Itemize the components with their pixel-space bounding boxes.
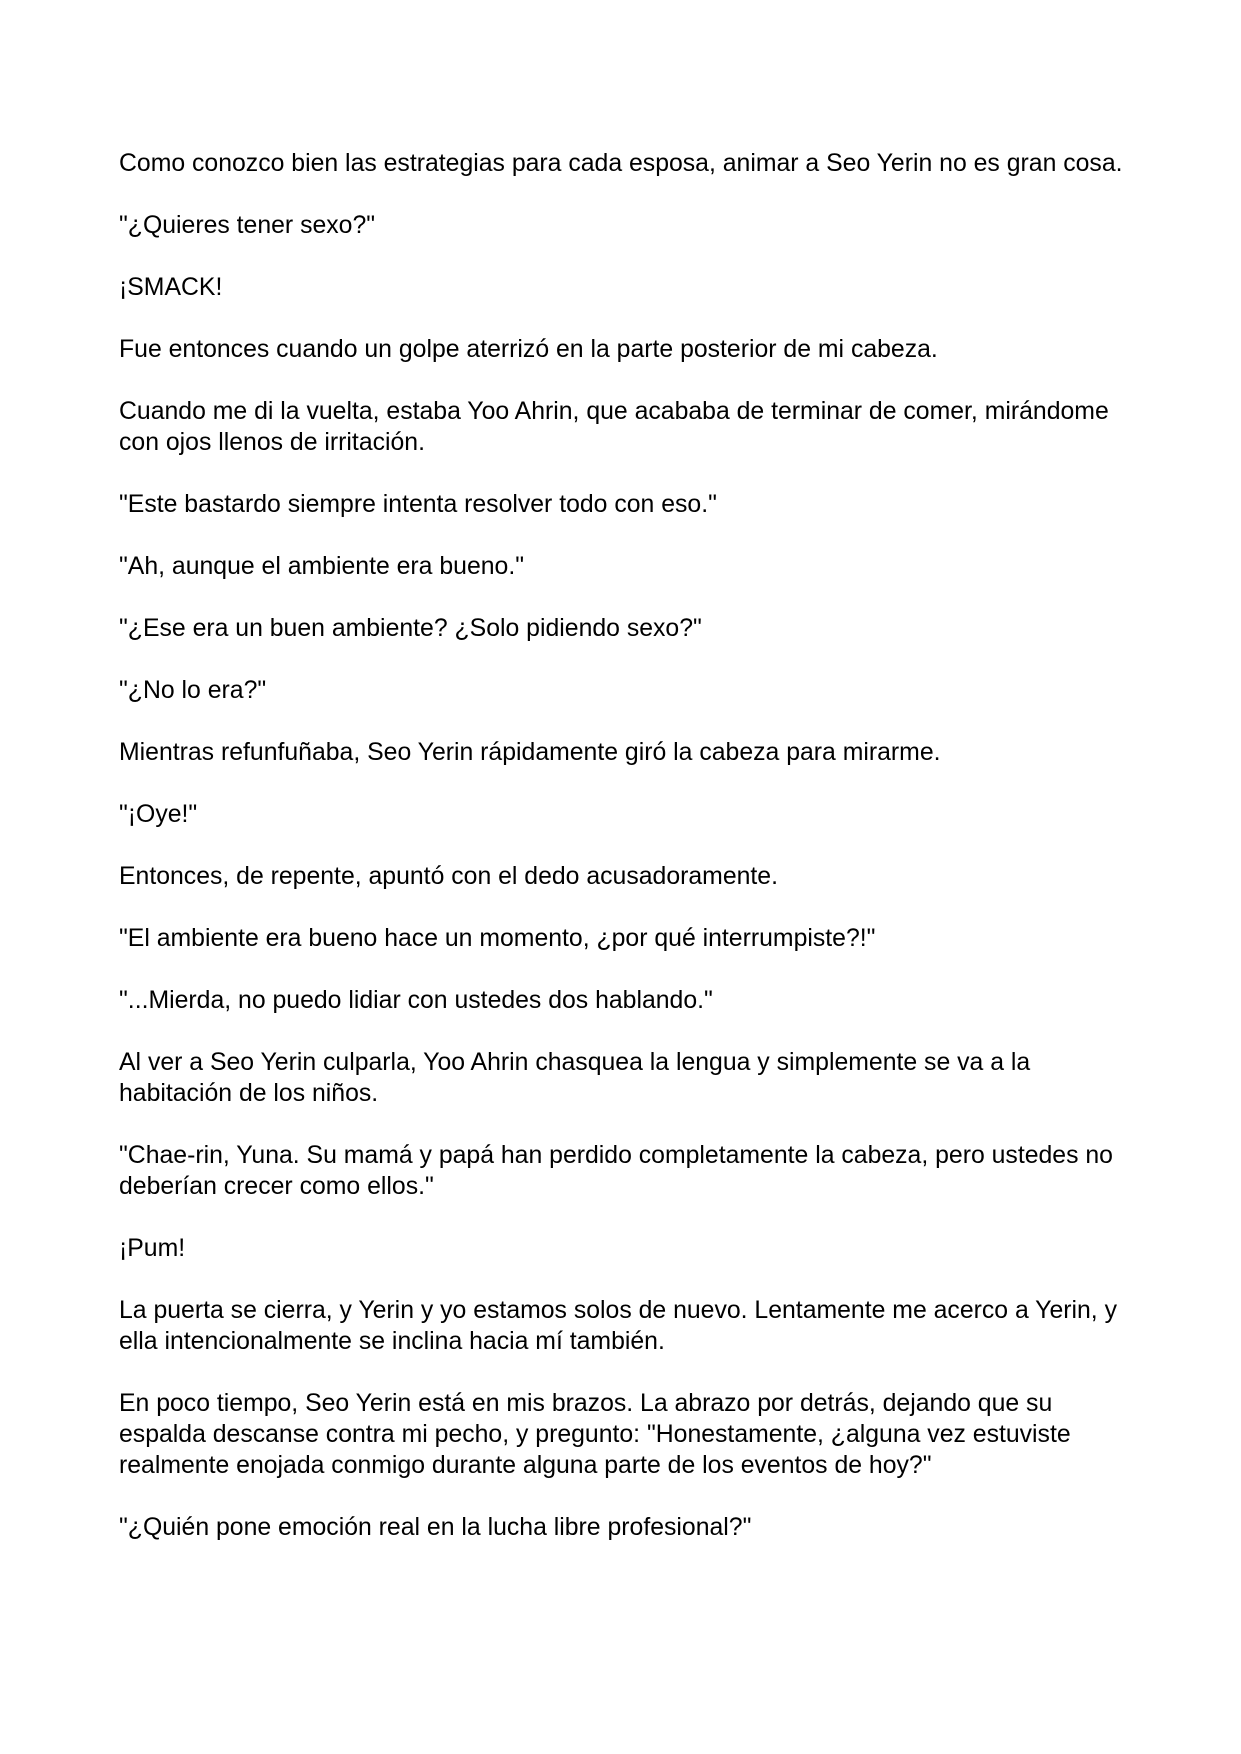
paragraph: ¡Pum! bbox=[119, 1235, 186, 1262]
paragraph: "El ambiente era bueno hace un momento, ¿por qué interrumpiste?!" bbox=[119, 925, 876, 952]
paragraph: "Este bastardo siempre intenta resolver todo con eso." bbox=[119, 491, 717, 518]
paragraph: Cuando me di la vuelta, estaba Yoo Ahrin, que acababa de terminar de comer, mirándome con ojos llenos de irritación. bbox=[119, 398, 1109, 456]
paragraph: "Ah, aunque el ambiente era bueno." bbox=[119, 553, 525, 580]
paragraph: "¿Quién pone emoción real en la lucha libre profesional?" bbox=[119, 1514, 752, 1541]
paragraph: En poco tiempo, Seo Yerin está en mis brazos. La abrazo por detrás, dejando que su espalda descanse contra mi pecho, y pregunto: "Honestamente, ¿alguna vez estuviste realmente enojada conmigo durante alguna parte de los eventos de hoy?" bbox=[119, 1390, 1071, 1479]
paragraph: "¿No lo era?" bbox=[119, 677, 267, 704]
paragraph: Al ver a Seo Yerin culparla, Yoo Ahrin chasquea la lengua y simplemente se va a la habitación de los niños. bbox=[119, 1049, 1031, 1107]
paragraph: Mientras refunfuñaba, Seo Yerin rápidamente giró la cabeza para mirarme. bbox=[119, 739, 941, 766]
paragraph: ¡SMACK! bbox=[119, 274, 223, 301]
paragraph: "Chae-rin, Yuna. Su mamá y papá han perdido completamente la cabeza, pero ustedes no deberían crecer como ellos." bbox=[119, 1142, 1113, 1200]
paragraph: Entonces, de repente, apuntó con el dedo acusadoramente. bbox=[119, 863, 778, 890]
paragraph: "¿Quieres tener sexo?" bbox=[119, 212, 376, 239]
paragraph: Como conozco bien las estrategias para cada esposa, animar a Seo Yerin no es gran cosa. bbox=[119, 150, 1123, 177]
paragraph: "...Mierda, no puedo lidiar con ustedes dos hablando." bbox=[119, 987, 713, 1014]
document-page bbox=[119, 148, 1129, 1574]
paragraph: Fue entonces cuando un golpe aterrizó en la parte posterior de mi cabeza. bbox=[119, 336, 938, 363]
paragraph: "¿Ese era un buen ambiente? ¿Solo pidiendo sexo?" bbox=[119, 615, 702, 642]
paragraph: La puerta se cierra, y Yerin y yo estamos solos de nuevo. Lentamente me acerco a Yerin, y ella intencionalmente se inclina hacia mí también. bbox=[119, 1297, 1117, 1355]
paragraph: "¡Oye!" bbox=[119, 801, 198, 828]
